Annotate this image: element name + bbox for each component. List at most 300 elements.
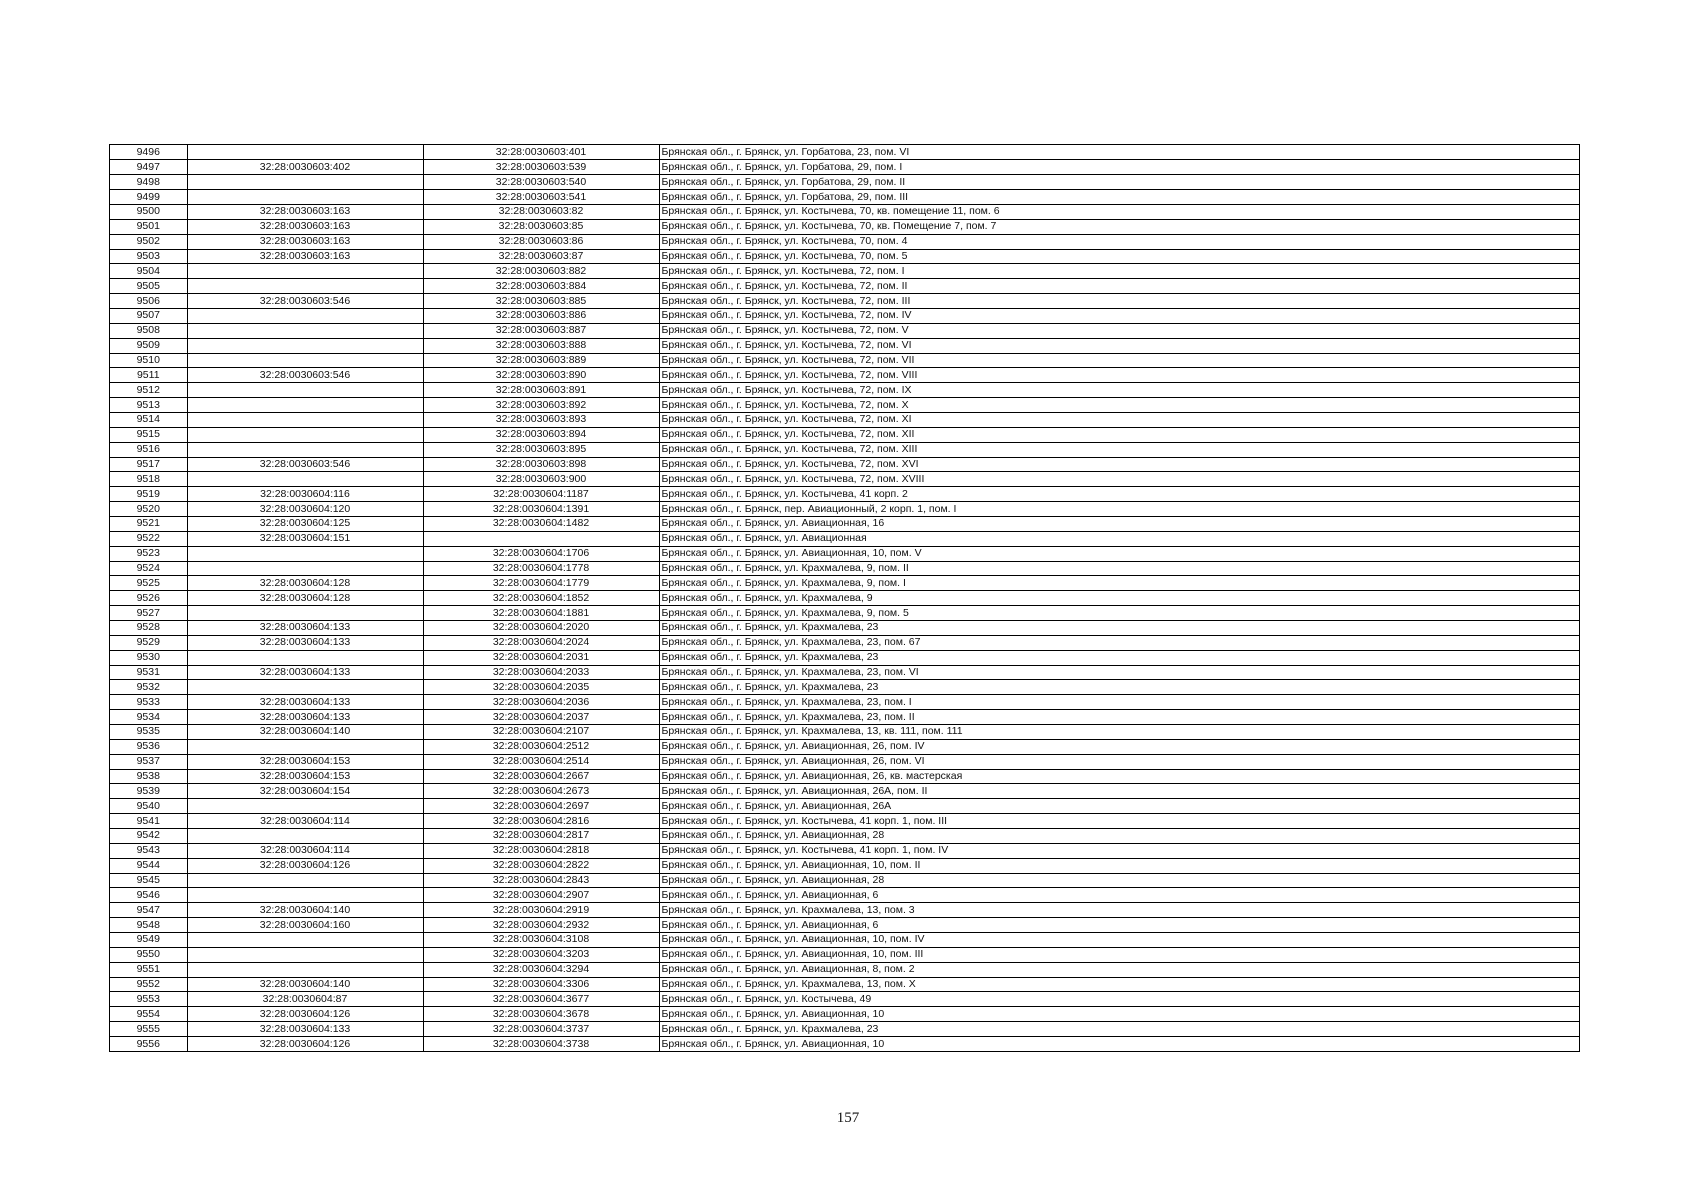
address-cell: Брянская обл., г. Брянск, ул. Авиационная, 10, пом. III — [659, 947, 1579, 962]
row-number-cell: 9505 — [110, 279, 187, 294]
table-row — [110, 264, 1579, 279]
row-number-cell: 9509 — [110, 338, 187, 353]
table-row — [110, 353, 1579, 368]
cadastral-number-cell: 32:28:0030603:890 — [423, 368, 659, 383]
parent-cadastral-number-cell — [187, 190, 423, 205]
table-row — [110, 338, 1579, 353]
address-cell: Брянская обл., г. Брянск, ул. Крахмалева, 23 — [659, 621, 1579, 636]
row-number-cell: 9548 — [110, 918, 187, 933]
row-number-cell: 9512 — [110, 383, 187, 398]
table-row — [110, 739, 1579, 754]
row-number-cell: 9506 — [110, 294, 187, 309]
table-body — [110, 145, 1579, 1051]
row-number-cell: 9500 — [110, 204, 187, 219]
table-row — [110, 918, 1579, 933]
table-row — [110, 650, 1579, 665]
parent-cadastral-number-cell: 32:28:0030603:163 — [187, 204, 423, 219]
cadastral-number-cell: 32:28:0030604:2107 — [423, 725, 659, 740]
row-number-cell: 9516 — [110, 442, 187, 457]
address-cell: Брянская обл., г. Брянск, ул. Авиационная, 16 — [659, 516, 1579, 531]
table-row — [110, 234, 1579, 249]
address-cell: Брянская обл., г. Брянск, ул. Авиационная, 8, пом. 2 — [659, 962, 1579, 977]
address-cell: Брянская обл., г. Брянск, ул. Костычева, 72, пом. II — [659, 279, 1579, 294]
cadastral-number-cell: 32:28:0030604:1778 — [423, 561, 659, 576]
table-row — [110, 279, 1579, 294]
row-number-cell: 9540 — [110, 799, 187, 814]
address-cell: Брянская обл., г. Брянск, ул. Костычева, 72, пом. V — [659, 323, 1579, 338]
table-row — [110, 502, 1579, 517]
row-number-cell: 9524 — [110, 561, 187, 576]
row-number-cell: 9499 — [110, 190, 187, 205]
table-row — [110, 145, 1579, 160]
table-row — [110, 829, 1579, 844]
address-cell: Брянская обл., г. Брянск, ул. Костычева, 72, пом. VII — [659, 353, 1579, 368]
row-number-cell: 9507 — [110, 308, 187, 323]
cadastral-number-cell: 32:28:0030604:2035 — [423, 680, 659, 695]
parent-cadastral-number-cell: 32:28:0030604:151 — [187, 531, 423, 546]
address-cell: Брянская обл., г. Брянск, ул. Костычева, 72, пом. XIII — [659, 442, 1579, 457]
row-number-cell: 9502 — [110, 234, 187, 249]
row-number-cell: 9534 — [110, 710, 187, 725]
row-number-cell: 9530 — [110, 650, 187, 665]
row-number-cell: 9517 — [110, 457, 187, 472]
table-row — [110, 858, 1579, 873]
address-cell: Брянская обл., г. Брянск, ул. Горбатова, 29, пом. I — [659, 160, 1579, 175]
row-number-cell: 9528 — [110, 621, 187, 636]
parent-cadastral-number-cell: 32:28:0030603:163 — [187, 219, 423, 234]
address-cell: Брянская обл., г. Брянск, ул. Костычева, 72, пом. IX — [659, 383, 1579, 398]
parent-cadastral-number-cell — [187, 680, 423, 695]
address-cell: Брянская обл., г. Брянск, ул. Костычева, 72, пом. XVIII — [659, 472, 1579, 487]
row-number-cell: 9523 — [110, 546, 187, 561]
registry-table — [109, 144, 1580, 1052]
row-number-cell: 9542 — [110, 829, 187, 844]
address-cell: Брянская обл., г. Брянск, ул. Костычева, 70, пом. 4 — [659, 234, 1579, 249]
row-number-cell: 9498 — [110, 175, 187, 190]
parent-cadastral-number-cell — [187, 279, 423, 294]
parent-cadastral-number-cell: 32:28:0030604:133 — [187, 1022, 423, 1037]
cadastral-number-cell: 32:28:0030604:1779 — [423, 576, 659, 591]
parent-cadastral-number-cell: 32:28:0030603:546 — [187, 294, 423, 309]
parent-cadastral-number-cell — [187, 933, 423, 948]
cadastral-number-cell: 32:28:0030604:2843 — [423, 873, 659, 888]
address-cell: Брянская обл., г. Брянск, ул. Костычева, 72, пом. III — [659, 294, 1579, 309]
row-number-cell: 9501 — [110, 219, 187, 234]
cadastral-number-cell: 32:28:0030603:539 — [423, 160, 659, 175]
parent-cadastral-number-cell: 32:28:0030604:114 — [187, 814, 423, 829]
cadastral-number-cell: 32:28:0030603:898 — [423, 457, 659, 472]
cadastral-number-cell: 32:28:0030604:2033 — [423, 665, 659, 680]
parent-cadastral-number-cell — [187, 427, 423, 442]
table-row — [110, 412, 1579, 427]
table-row — [110, 888, 1579, 903]
row-number-cell: 9503 — [110, 249, 187, 264]
parent-cadastral-number-cell — [187, 323, 423, 338]
row-number-cell: 9522 — [110, 531, 187, 546]
address-cell: Брянская обл., г. Брянск, ул. Авиационная, 6 — [659, 888, 1579, 903]
table-row — [110, 219, 1579, 234]
row-number-cell: 9543 — [110, 843, 187, 858]
cadastral-number-cell: 32:28:0030603:888 — [423, 338, 659, 353]
row-number-cell: 9520 — [110, 502, 187, 517]
address-cell: Брянская обл., г. Брянск, ул. Авиационная, 26А, пом. II — [659, 784, 1579, 799]
cadastral-number-cell: 32:28:0030603:884 — [423, 279, 659, 294]
cadastral-number-cell: 32:28:0030603:891 — [423, 383, 659, 398]
address-cell: Брянская обл., г. Брянск, ул. Горбатова, 29, пом. III — [659, 190, 1579, 205]
cadastral-number-cell: 32:28:0030604:3678 — [423, 1007, 659, 1022]
row-number-cell: 9554 — [110, 1007, 187, 1022]
row-number-cell: 9526 — [110, 591, 187, 606]
table-row — [110, 204, 1579, 219]
row-number-cell: 9510 — [110, 353, 187, 368]
address-cell: Брянская обл., г. Брянск, ул. Костычева, 72, пом. XVI — [659, 457, 1579, 472]
parent-cadastral-number-cell — [187, 264, 423, 279]
table-row — [110, 680, 1579, 695]
row-number-cell: 9529 — [110, 635, 187, 650]
cadastral-number-cell: 32:28:0030604:2036 — [423, 695, 659, 710]
address-cell: Брянская обл., г. Брянск, ул. Горбатова, 23, пом. VI — [659, 145, 1579, 160]
cadastral-number-cell: 32:28:0030604:3294 — [423, 962, 659, 977]
address-cell: Брянская обл., г. Брянск, ул. Костычева, 70, кв. Помещение 7, пом. 7 — [659, 219, 1579, 234]
row-number-cell: 9552 — [110, 977, 187, 992]
table-row — [110, 546, 1579, 561]
cadastral-number-cell: 32:28:0030604:1187 — [423, 487, 659, 502]
table-row — [110, 160, 1579, 175]
table-row — [110, 725, 1579, 740]
table-row — [110, 1037, 1579, 1052]
table-row — [110, 487, 1579, 502]
row-number-cell: 9553 — [110, 992, 187, 1007]
row-number-cell: 9546 — [110, 888, 187, 903]
address-cell: Брянская обл., г. Брянск, ул. Крахмалева, 23 — [659, 1022, 1579, 1037]
cadastral-number-cell: 32:28:0030603:540 — [423, 175, 659, 190]
table-row — [110, 1022, 1579, 1037]
address-cell: Брянская обл., г. Брянск, пер. Авиационный, 2 корп. 1, пом. I — [659, 502, 1579, 517]
cadastral-number-cell: 32:28:0030604:1852 — [423, 591, 659, 606]
row-number-cell: 9514 — [110, 412, 187, 427]
parent-cadastral-number-cell: 32:28:0030604:133 — [187, 665, 423, 680]
address-cell: Брянская обл., г. Брянск, ул. Авиационная, 10, пом. V — [659, 546, 1579, 561]
parent-cadastral-number-cell — [187, 398, 423, 413]
parent-cadastral-number-cell: 32:28:0030603:546 — [187, 368, 423, 383]
address-cell: Брянская обл., г. Брянск, ул. Крахмалева, 23, пом. VI — [659, 665, 1579, 680]
table-row — [110, 695, 1579, 710]
parent-cadastral-number-cell: 32:28:0030603:163 — [187, 249, 423, 264]
cadastral-number-cell: 32:28:0030603:886 — [423, 308, 659, 323]
address-cell: Брянская обл., г. Брянск, ул. Крахмалева, 23 — [659, 680, 1579, 695]
cadastral-number-cell: 32:28:0030603:87 — [423, 249, 659, 264]
parent-cadastral-number-cell: 32:28:0030604:114 — [187, 843, 423, 858]
cadastral-number-cell: 32:28:0030603:85 — [423, 219, 659, 234]
address-cell: Брянская обл., г. Брянск, ул. Костычева, 72, пом. XI — [659, 412, 1579, 427]
table-row — [110, 516, 1579, 531]
cadastral-number-cell: 32:28:0030603:900 — [423, 472, 659, 487]
row-number-cell: 9518 — [110, 472, 187, 487]
row-number-cell: 9551 — [110, 962, 187, 977]
page-number: 157 — [836, 1110, 860, 1126]
table-row — [110, 531, 1579, 546]
parent-cadastral-number-cell: 32:28:0030604:154 — [187, 784, 423, 799]
cadastral-number-cell: 32:28:0030604:2932 — [423, 918, 659, 933]
parent-cadastral-number-cell: 32:28:0030604:128 — [187, 576, 423, 591]
address-cell: Брянская обл., г. Брянск, ул. Крахмалева, 13, пом. 3 — [659, 903, 1579, 918]
cadastral-number-cell: 32:28:0030604:2667 — [423, 769, 659, 784]
table-row — [110, 873, 1579, 888]
parent-cadastral-number-cell: 32:28:0030604:140 — [187, 903, 423, 918]
address-cell: Брянская обл., г. Брянск, ул. Авиационная, 26, пом. IV — [659, 739, 1579, 754]
address-cell: Брянская обл., г. Брянск, ул. Крахмалева, 9 — [659, 591, 1579, 606]
row-number-cell: 9549 — [110, 933, 187, 948]
table-row — [110, 992, 1579, 1007]
cadastral-number-cell: 32:28:0030604:2512 — [423, 739, 659, 754]
cadastral-number-cell: 32:28:0030604:2822 — [423, 858, 659, 873]
cadastral-number-cell: 32:28:0030603:86 — [423, 234, 659, 249]
cadastral-number-cell: 32:28:0030604:1881 — [423, 606, 659, 621]
cadastral-number-cell: 32:28:0030604:2037 — [423, 710, 659, 725]
row-number-cell: 9504 — [110, 264, 187, 279]
cadastral-number-cell: 32:28:0030604:2024 — [423, 635, 659, 650]
parent-cadastral-number-cell: 32:28:0030604:133 — [187, 635, 423, 650]
address-cell: Брянская обл., г. Брянск, ул. Костычева, 41 корп. 2 — [659, 487, 1579, 502]
table-row — [110, 442, 1579, 457]
address-cell: Брянская обл., г. Брянск, ул. Костычева, 49 — [659, 992, 1579, 1007]
parent-cadastral-number-cell — [187, 412, 423, 427]
parent-cadastral-number-cell — [187, 962, 423, 977]
address-cell: Брянская обл., г. Брянск, ул. Костычева, 72, пом. VI — [659, 338, 1579, 353]
address-cell: Брянская обл., г. Брянск, ул. Авиационная, 28 — [659, 829, 1579, 844]
row-number-cell: 9525 — [110, 576, 187, 591]
parent-cadastral-number-cell — [187, 308, 423, 323]
row-number-cell: 9496 — [110, 145, 187, 160]
cadastral-number-cell: 32:28:0030604:2673 — [423, 784, 659, 799]
parent-cadastral-number-cell — [187, 829, 423, 844]
parent-cadastral-number-cell: 32:28:0030604:126 — [187, 1007, 423, 1022]
table-row — [110, 843, 1579, 858]
cadastral-number-cell: 32:28:0030604:1391 — [423, 502, 659, 517]
address-cell: Брянская обл., г. Брянск, ул. Костычева, 72, пом. IV — [659, 308, 1579, 323]
row-number-cell: 9547 — [110, 903, 187, 918]
table-row — [110, 621, 1579, 636]
row-number-cell: 9515 — [110, 427, 187, 442]
cadastral-number-cell: 32:28:0030603:887 — [423, 323, 659, 338]
cadastral-number-cell: 32:28:0030603:885 — [423, 294, 659, 309]
address-cell: Брянская обл., г. Брянск, ул. Крахмалева, 23, пом. 67 — [659, 635, 1579, 650]
row-number-cell: 9532 — [110, 680, 187, 695]
cadastral-number-cell: 32:28:0030604:2697 — [423, 799, 659, 814]
address-cell: Брянская обл., г. Брянск, ул. Крахмалева, 23, пом. II — [659, 710, 1579, 725]
table-row — [110, 903, 1579, 918]
table-row — [110, 175, 1579, 190]
row-number-cell: 9544 — [110, 858, 187, 873]
parent-cadastral-number-cell: 32:28:0030604:140 — [187, 725, 423, 740]
parent-cadastral-number-cell: 32:28:0030603:546 — [187, 457, 423, 472]
parent-cadastral-number-cell: 32:28:0030604:87 — [187, 992, 423, 1007]
cadastral-number-cell: 32:28:0030604:1482 — [423, 516, 659, 531]
cadastral-number-cell: 32:28:0030604:3738 — [423, 1037, 659, 1052]
cadastral-number-cell: 32:28:0030604:2919 — [423, 903, 659, 918]
table-row — [110, 977, 1579, 992]
parent-cadastral-number-cell: 32:28:0030603:402 — [187, 160, 423, 175]
parent-cadastral-number-cell: 32:28:0030604:125 — [187, 516, 423, 531]
table-row — [110, 323, 1579, 338]
cadastral-number-cell: 32:28:0030604:1706 — [423, 546, 659, 561]
table-row — [110, 308, 1579, 323]
table-row — [110, 190, 1579, 205]
row-number-cell: 9556 — [110, 1037, 187, 1052]
parent-cadastral-number-cell — [187, 175, 423, 190]
cadastral-number-cell: 32:28:0030603:82 — [423, 204, 659, 219]
parent-cadastral-number-cell: 32:28:0030604:140 — [187, 977, 423, 992]
cadastral-number-cell: 32:28:0030603:889 — [423, 353, 659, 368]
cadastral-number-cell: 32:28:0030604:3737 — [423, 1022, 659, 1037]
cadastral-number-cell: 32:28:0030604:3306 — [423, 977, 659, 992]
row-number-cell: 9538 — [110, 769, 187, 784]
table-row — [110, 383, 1579, 398]
table-row — [110, 635, 1579, 650]
registry-table-grid — [110, 145, 1579, 1051]
address-cell: Брянская обл., г. Брянск, ул. Авиационная, 28 — [659, 873, 1579, 888]
parent-cadastral-number-cell — [187, 888, 423, 903]
table-row — [110, 814, 1579, 829]
parent-cadastral-number-cell — [187, 739, 423, 754]
parent-cadastral-number-cell — [187, 947, 423, 962]
address-cell: Брянская обл., г. Брянск, ул. Авиационная, 6 — [659, 918, 1579, 933]
row-number-cell: 9535 — [110, 725, 187, 740]
cadastral-number-cell — [423, 531, 659, 546]
cadastral-number-cell: 32:28:0030604:2817 — [423, 829, 659, 844]
address-cell: Брянская обл., г. Брянск, ул. Костычева, 72, пом. X — [659, 398, 1579, 413]
address-cell: Брянская обл., г. Брянск, ул. Крахмалева, 9, пом. I — [659, 576, 1579, 591]
parent-cadastral-number-cell — [187, 799, 423, 814]
table-row — [110, 799, 1579, 814]
row-number-cell: 9513 — [110, 398, 187, 413]
address-cell: Брянская обл., г. Брянск, ул. Авиационная, 26А — [659, 799, 1579, 814]
table-row — [110, 427, 1579, 442]
address-cell: Брянская обл., г. Брянск, ул. Авиационная, 10, пом. II — [659, 858, 1579, 873]
cadastral-number-cell: 32:28:0030604:2020 — [423, 621, 659, 636]
parent-cadastral-number-cell — [187, 561, 423, 576]
table-row — [110, 962, 1579, 977]
cadastral-number-cell: 32:28:0030604:2514 — [423, 754, 659, 769]
parent-cadastral-number-cell — [187, 145, 423, 160]
table-row — [110, 933, 1579, 948]
row-number-cell: 9497 — [110, 160, 187, 175]
parent-cadastral-number-cell — [187, 873, 423, 888]
table-row — [110, 561, 1579, 576]
address-cell: Брянская обл., г. Брянск, ул. Крахмалева, 23, пом. I — [659, 695, 1579, 710]
row-number-cell: 9541 — [110, 814, 187, 829]
address-cell: Брянская обл., г. Брянск, ул. Костычева, 70, кв. помещение 11, пом. 6 — [659, 204, 1579, 219]
table-row — [110, 754, 1579, 769]
cadastral-number-cell: 32:28:0030604:2907 — [423, 888, 659, 903]
parent-cadastral-number-cell: 32:28:0030604:128 — [187, 591, 423, 606]
parent-cadastral-number-cell: 32:28:0030604:126 — [187, 1037, 423, 1052]
table-row — [110, 947, 1579, 962]
address-cell: Брянская обл., г. Брянск, ул. Авиационная, 26, пом. VI — [659, 754, 1579, 769]
address-cell: Брянская обл., г. Брянск, ул. Крахмалева, 13, пом. X — [659, 977, 1579, 992]
parent-cadastral-number-cell: 32:28:0030604:126 — [187, 858, 423, 873]
address-cell: Брянская обл., г. Брянск, ул. Авиационная, 10 — [661, 1037, 885, 1050]
table-row — [110, 710, 1579, 725]
parent-cadastral-number-cell — [187, 353, 423, 368]
row-number-cell: 9550 — [110, 947, 187, 962]
row-number-cell: 9537 — [110, 754, 187, 769]
address-cell: Брянская обл., г. Брянск, ул. Авиационная, 10 — [659, 1007, 1579, 1022]
address-cell: Брянская обл., г. Брянск, ул. Горбатова, 29, пом. II — [659, 175, 1579, 190]
parent-cadastral-number-cell — [187, 472, 423, 487]
cadastral-number-cell: 32:28:0030604:2031 — [423, 650, 659, 665]
cadastral-number-cell: 32:28:0030604:2816 — [423, 814, 659, 829]
table-row — [110, 665, 1579, 680]
address-cell: Брянская обл., г. Брянск, ул. Костычева, 72, пом. I — [659, 264, 1579, 279]
parent-cadastral-number-cell — [187, 383, 423, 398]
address-cell: Брянская обл., г. Брянск, ул. Костычева, 70, пом. 5 — [659, 249, 1579, 264]
cadastral-number-cell: 32:28:0030603:401 — [423, 145, 659, 160]
row-number-cell: 9545 — [110, 873, 187, 888]
address-cell: Брянская обл., г. Брянск, ул. Крахмалева, 23 — [659, 650, 1579, 665]
row-number-cell: 9519 — [110, 487, 187, 502]
cadastral-number-cell: 32:28:0030603:894 — [423, 427, 659, 442]
parent-cadastral-number-cell: 32:28:0030604:133 — [187, 710, 423, 725]
table-row — [110, 576, 1579, 591]
address-cell: Брянская обл., г. Брянск, ул. Авиационная, 10, пом. IV — [659, 933, 1579, 948]
row-number-cell: 9521 — [110, 516, 187, 531]
cadastral-number-cell: 32:28:0030603:893 — [423, 412, 659, 427]
address-cell: Брянская обл., г. Брянск, ул. Авиационная — [659, 531, 1579, 546]
parent-cadastral-number-cell: 32:28:0030604:153 — [187, 754, 423, 769]
parent-cadastral-number-cell: 32:28:0030604:116 — [187, 487, 423, 502]
parent-cadastral-number-cell: 32:28:0030604:133 — [187, 695, 423, 710]
row-number-cell: 9508 — [110, 323, 187, 338]
table-row — [110, 606, 1579, 621]
address-cell: Брянская обл., г. Брянск, ул. Крахмалева, 13, кв. 111, пом. 111 — [659, 725, 1579, 740]
table-row — [110, 294, 1579, 309]
table-row — [110, 769, 1579, 784]
cadastral-number-cell: 32:28:0030604:3677 — [423, 992, 659, 1007]
parent-cadastral-number-cell: 32:28:0030604:153 — [187, 769, 423, 784]
row-number-cell: 9511 — [110, 368, 187, 383]
table-row — [110, 457, 1579, 472]
row-number-cell: 9536 — [110, 739, 187, 754]
parent-cadastral-number-cell — [187, 606, 423, 621]
address-cell: Брянская обл., г. Брянск, ул. Авиационная, 26, кв. мастерская — [659, 769, 1579, 784]
parent-cadastral-number-cell — [187, 338, 423, 353]
row-number-cell: 9555 — [110, 1022, 187, 1037]
table-row — [110, 591, 1579, 606]
cadastral-number-cell: 32:28:0030603:895 — [423, 442, 659, 457]
parent-cadastral-number-cell: 32:28:0030604:160 — [187, 918, 423, 933]
row-number-cell: 9527 — [110, 606, 187, 621]
table-row — [110, 1007, 1579, 1022]
parent-cadastral-number-cell: 32:28:0030604:133 — [187, 621, 423, 636]
address-cell: Брянская обл., г. Брянск, ул. Крахмалева, 9, пом. 5 — [659, 606, 1579, 621]
row-number-cell: 9533 — [110, 695, 187, 710]
cadastral-number-cell: 32:28:0030603:892 — [423, 398, 659, 413]
parent-cadastral-number-cell: 32:28:0030603:163 — [187, 234, 423, 249]
address-cell: Брянская обл., г. Брянск, ул. Костычева, 72, пом. XII — [659, 427, 1579, 442]
address-cell: Брянская обл., г. Брянск, ул. Костычева, 72, пом. VIII — [659, 368, 1579, 383]
address-cell: Брянская обл., г. Брянск, ул. Костычева, 41 корп. 1, пом. III — [659, 814, 1579, 829]
parent-cadastral-number-cell — [187, 442, 423, 457]
parent-cadastral-number-cell — [187, 546, 423, 561]
cadastral-number-cell: 32:28:0030604:3203 — [423, 947, 659, 962]
row-number-cell: 9531 — [110, 665, 187, 680]
table-row — [110, 249, 1579, 264]
table-row — [110, 368, 1579, 383]
parent-cadastral-number-cell — [187, 650, 423, 665]
table-row — [110, 784, 1579, 799]
cadastral-number-cell: 32:28:0030604:3108 — [423, 933, 659, 948]
